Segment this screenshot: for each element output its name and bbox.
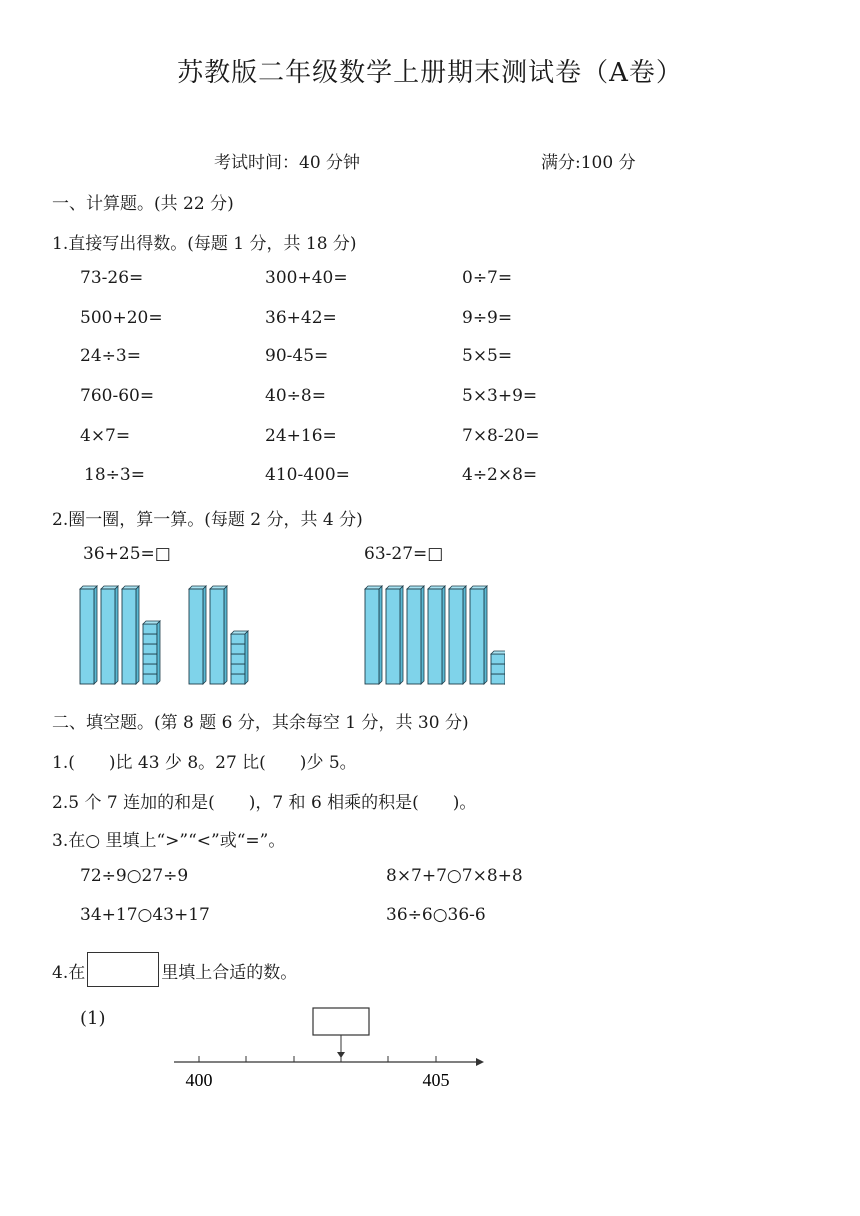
tick-label-start: 400 (185, 1070, 213, 1090)
ten-rod (189, 586, 206, 684)
arith-item: 18÷3= (84, 465, 145, 485)
arith-item: 24÷3= (80, 346, 141, 366)
base-ten-blocks-left (70, 582, 270, 690)
unit-cube (231, 644, 245, 654)
q2-heading: 2.圈一圈，算一算。(每题 2 分，共 4 分) (52, 510, 363, 530)
arith-item: 4÷2×8= (462, 465, 538, 485)
arith-item: 500+20= (80, 308, 163, 328)
arith-item: 5×3+9= (462, 386, 538, 406)
unit-cube (231, 664, 245, 674)
sub-question-label: (1) (80, 1008, 106, 1029)
arith-item: 4×7= (80, 426, 131, 446)
ten-rod (386, 586, 403, 684)
compare-item: 34+17○43+17 (80, 905, 210, 925)
arith-item: 7×8-20= (462, 426, 540, 446)
unit-cube (231, 654, 245, 664)
tick-label-end: 405 (422, 1070, 450, 1090)
fill-q3: 3.在○ 里填上“>”“<”或“=”。 (52, 831, 286, 851)
arith-item: 90-45= (265, 346, 329, 366)
page-title: 苏教版二年级数学上册期末测试卷（A卷） (177, 58, 683, 88)
unit-cube (143, 644, 157, 654)
q2-right-equation: 63-27=□ (364, 544, 444, 564)
ten-rod (122, 586, 139, 684)
ones-stack (231, 631, 248, 684)
arith-item: 9÷9= (462, 308, 513, 328)
q2-left-equation: 36+25=□ (83, 544, 171, 564)
unit-cube (143, 654, 157, 664)
unit-cube (491, 674, 505, 684)
fill-q4 (52, 956, 297, 991)
arith-item: 73-26= (80, 268, 144, 288)
ten-rod (365, 586, 382, 684)
unit-cube (143, 624, 157, 634)
full-score: 满分:100 分 (541, 153, 636, 173)
compare-item: 36÷6○36-6 (386, 905, 486, 925)
q1-heading: 1.直接写出得数。(每题 1 分，共 18 分) (52, 234, 357, 254)
exam-time: 考试时间：40 分钟 (214, 153, 361, 173)
fill-q1: 1.( )比 43 少 8。27 比( )少 5。 (52, 753, 357, 773)
answer-box[interactable] (87, 952, 159, 987)
section1-heading: 一、计算题。(共 22 分) (52, 194, 234, 214)
compare-item: 72÷9○27÷9 (80, 866, 189, 886)
ten-rod (210, 586, 227, 684)
compare-item: 8×7+7○7×8+8 (386, 866, 523, 886)
ten-rod (470, 586, 487, 684)
fill-q4-suffix: 里填上合适的数。 (161, 963, 298, 983)
ones-stack (491, 651, 505, 684)
arith-item: 760-60= (80, 386, 155, 406)
ten-rod (407, 586, 424, 684)
ten-rod (449, 586, 466, 684)
unit-cube (491, 664, 505, 674)
number-line (170, 1004, 490, 1094)
number-line-answer-box[interactable] (313, 1008, 369, 1035)
arith-item: 300+40= (265, 268, 348, 288)
unit-cube (231, 674, 245, 684)
ten-rod (101, 586, 118, 684)
axis-arrow-head (476, 1058, 484, 1066)
fill-q2: 2.5 个 7 连加的和是( )，7 和 6 相乘的积是( )。 (52, 793, 477, 813)
unit-cube (231, 634, 245, 644)
arith-item: 36+42= (265, 308, 337, 328)
ones-stack (143, 621, 160, 684)
arith-item: 5×5= (462, 346, 513, 366)
unit-cube (143, 674, 157, 684)
arith-item: 40÷8= (265, 386, 326, 406)
ten-rod (428, 586, 445, 684)
arith-item: 410-400= (265, 465, 350, 485)
unit-cube (491, 654, 505, 664)
ten-rod (80, 586, 97, 684)
section2-heading: 二、填空题。(第 8 题 6 分，其余每空 1 分，共 30 分) (52, 713, 469, 733)
arith-item: 24+16= (265, 426, 337, 446)
arith-item: 0÷7= (462, 268, 513, 288)
unit-cube (143, 664, 157, 674)
unit-cube (143, 634, 157, 644)
fill-q4-prefix: 4.在 (52, 963, 86, 983)
base-ten-blocks-right (355, 582, 505, 690)
